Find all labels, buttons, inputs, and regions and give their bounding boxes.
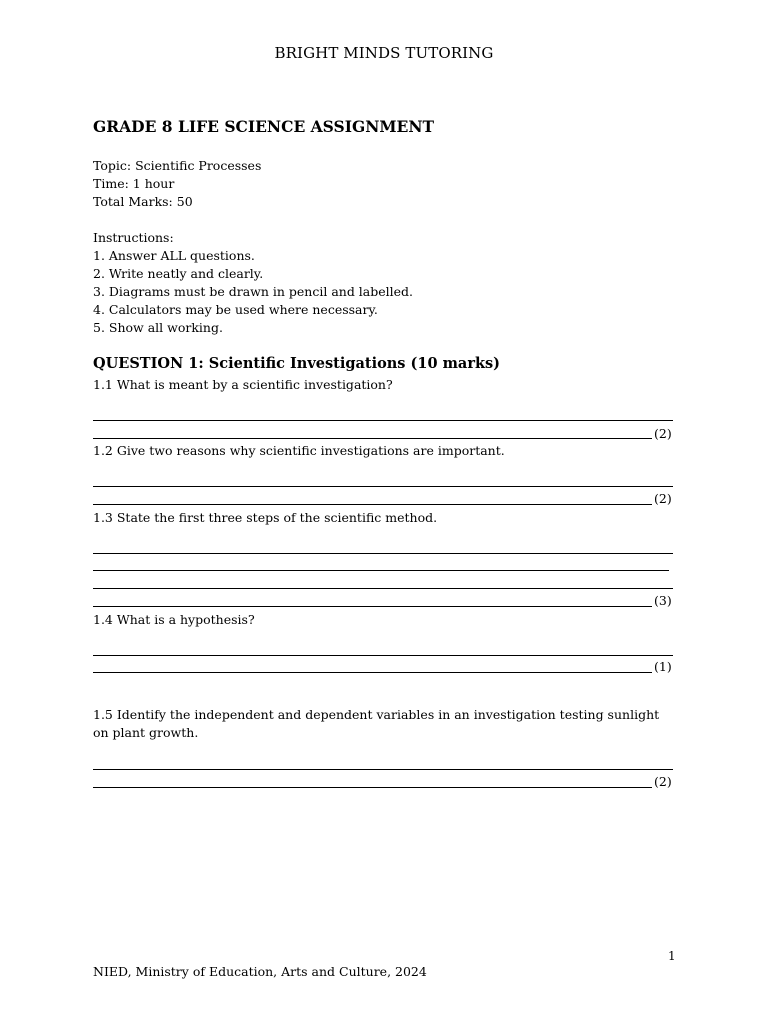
instructions-block xyxy=(93,229,413,337)
answer-line[interactable] xyxy=(93,486,673,487)
topic-text: Topic: Scientific Processes xyxy=(93,158,262,173)
answer-line[interactable] xyxy=(93,504,652,505)
question-1-5-marks: (2) xyxy=(654,774,672,789)
page-footer: NIED, Ministry of Education, Arts and Culture, 2024 xyxy=(93,964,427,979)
answer-line[interactable] xyxy=(93,769,673,770)
instruction-item: 5. Show all working. xyxy=(93,320,223,335)
instructions-label: Instructions: xyxy=(93,230,174,245)
instruction-item: 2. Write neatly and clearly. xyxy=(93,266,264,281)
answer-line[interactable] xyxy=(93,553,673,554)
answer-line[interactable] xyxy=(93,420,673,421)
instruction-item: 1. Answer ALL questions. xyxy=(93,248,255,263)
question-1-3-text: 1.3 State the first three steps of the scientific method. xyxy=(93,510,438,525)
instruction-item: 3. Diagrams must be drawn in pencil and labelled. xyxy=(93,284,414,299)
answer-line[interactable] xyxy=(93,588,673,589)
answer-line[interactable] xyxy=(93,672,652,673)
time-text: Time: 1 hour xyxy=(93,176,175,191)
question-1-heading: QUESTION 1: Scientific Investigations (10 marks) xyxy=(93,355,501,372)
question-1-3-marks: (3) xyxy=(654,593,672,608)
answer-line[interactable] xyxy=(93,655,673,656)
answer-line[interactable] xyxy=(93,438,652,439)
page-number: 1 xyxy=(668,949,676,963)
answer-line[interactable] xyxy=(93,570,669,571)
assignment-info xyxy=(93,157,261,211)
answer-line[interactable] xyxy=(93,787,652,788)
total-marks-text: Total Marks: 50 xyxy=(93,194,193,209)
question-1-5-text: 1.5 Identify the independent and dependent variables in an investigation testing sunlight on plant growth. xyxy=(93,707,660,740)
page-header: BRIGHT MINDS TUTORING xyxy=(274,44,494,62)
question-1-2-text: 1.2 Give two reasons why scientific investigations are important. xyxy=(93,443,505,458)
question-1-1-text: 1.1 What is meant by a scientific investigation? xyxy=(93,377,393,392)
question-1-1-marks: (2) xyxy=(654,426,672,441)
question-1-4-marks: (1) xyxy=(654,659,672,674)
assignment-title: GRADE 8 LIFE SCIENCE ASSIGNMENT xyxy=(93,117,435,136)
question-1-2-marks: (2) xyxy=(654,491,672,506)
instruction-item: 4. Calculators may be used where necessary. xyxy=(93,302,378,317)
question-1-4-text: 1.4 What is a hypothesis? xyxy=(93,612,255,627)
answer-line[interactable] xyxy=(93,606,652,607)
